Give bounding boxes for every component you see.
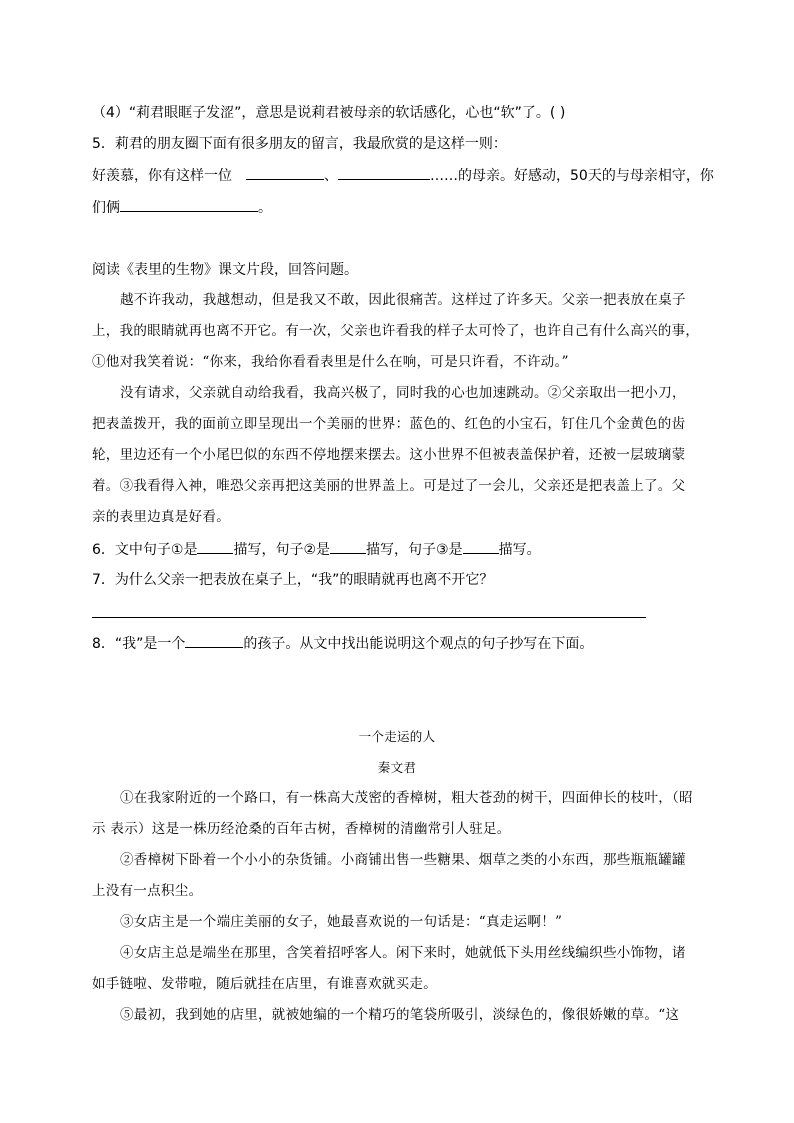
passage-line: ①在我家附近的一个路口，有一株高大茂密的香樟树，粗大苍劲的树干，四面伸长的枝叶，（昭 (120, 790, 693, 806)
passage-line: ⑤最初，我到她的店里，就被她编的一个精巧的笔袋所吸引，淡绿色的，像很娇嫩的草。“这 (120, 1007, 680, 1023)
passage-line: 上没有一点积尘。 (92, 883, 203, 899)
passage-line: 如手链啦、发带啦，随后就挂在店里，有谁喜欢就买走。 (92, 976, 437, 992)
question-5-line-2 (92, 197, 272, 218)
passage-line: ①他对我笑着说：“你来，我给你看看表里是什么在响，可是只许看，不许动。” (92, 354, 569, 370)
question-5-line-1 (92, 165, 714, 186)
passage-line: ②香樟树下卧着一个小小的杂货铺。小商铺出售一些糖果、烟草之类的小东西，那些瓶瓶罐罐 (120, 852, 686, 868)
passage-line: 把表盖拨开，我的面前立即呈现出一个美丽的世界：蓝色的、红色的小宝石，钉住几个金黄色的齿 (92, 416, 686, 432)
answer-blank[interactable] (185, 633, 243, 648)
text-segment: 好羡慕，你有这样一位 (92, 168, 232, 184)
passage-line: ③女店主是一个端庄美丽的女子，她最喜欢说的一句话是：“真走运啊！” (120, 914, 563, 930)
text-segment: 描写，句子②是 (233, 542, 331, 558)
text-segment: 。 (258, 200, 272, 216)
reading-intro: 阅读《表里的生物》课文片段，回答问题。 (92, 262, 358, 278)
question-4: （4）“莉君眼眶子发涩”，意思是说莉君被母亲的软话感化，心也“软”了。( ) (92, 105, 566, 121)
passage-line: 上，我的眼睛就再也离不开它。有一次，父亲也许看我的样子太可怜了，也许自己有什么高兴的事， (92, 323, 700, 339)
article-author: 秦文君 (377, 760, 417, 775)
text-segment: 描写，句子③是 (366, 542, 463, 558)
answer-blank[interactable] (330, 539, 366, 554)
text-segment: 的孩子。从文中找出能说明这个观点的句子抄写在下面。 (243, 636, 594, 652)
answer-blank[interactable] (463, 539, 499, 554)
passage-line: 轮，里边还有一个小尾巴似的东西不停地摆来摆去。这小世界不但被表盖保护着，还被一层玻璃蒙 (92, 447, 686, 463)
text-segment: 描写。 (498, 542, 541, 558)
text-segment: 6．文中句子①是 (92, 542, 198, 558)
text-segment: 、 (324, 168, 338, 184)
answer-blank[interactable] (246, 165, 324, 180)
article-title: 一个走运的人 (358, 729, 436, 744)
passage-line: 没有请求，父亲就自动给我看，我高兴极了，同时我的心也加速跳动。②父亲取出一把小刀， (120, 385, 686, 401)
question-7: 7．为什么父亲一把表放在桌子上，“我”的眼睛就再也离不开它？ (92, 572, 494, 588)
question-6 (92, 539, 541, 560)
passage-line: 越不许我动，我越想动，但是我又不敢，因此很痛苦。这样过了许多天。父亲一把表放在桌子 (120, 292, 686, 308)
passage-line: 示 表示）这是一株历经沧桑的百年古树，香樟树的清幽常引人驻足。 (92, 821, 511, 837)
passage-line: ④女店主总是端坐在那里，含笑着招呼客人。闲下来时，她就低下头用丝线编织些小饰物，诸 (120, 945, 686, 961)
text-segment: ……的母亲。好感动，50天的与母亲相守，你 (430, 168, 714, 184)
answer-blank[interactable] (197, 539, 233, 554)
answer-blank[interactable] (120, 197, 258, 212)
text-segment: 们俩 (92, 200, 120, 216)
passage-line: 着。③我看得入神，唯恐父亲再把这美丽的世界盖上。可是过了一会儿，父亲还是把表盖上了。父 (92, 478, 686, 494)
question-8 (92, 633, 593, 654)
passage-line: 亲的表里边真是好看。 (92, 509, 230, 525)
question-5: 5．莉君的朋友圈下面有很多朋友的留言，我最欣赏的是这样一则： (92, 136, 507, 152)
answer-blank[interactable] (338, 165, 430, 180)
text-segment: 8．“我”是一个 (92, 636, 186, 652)
answer-line[interactable] (92, 617, 646, 618)
